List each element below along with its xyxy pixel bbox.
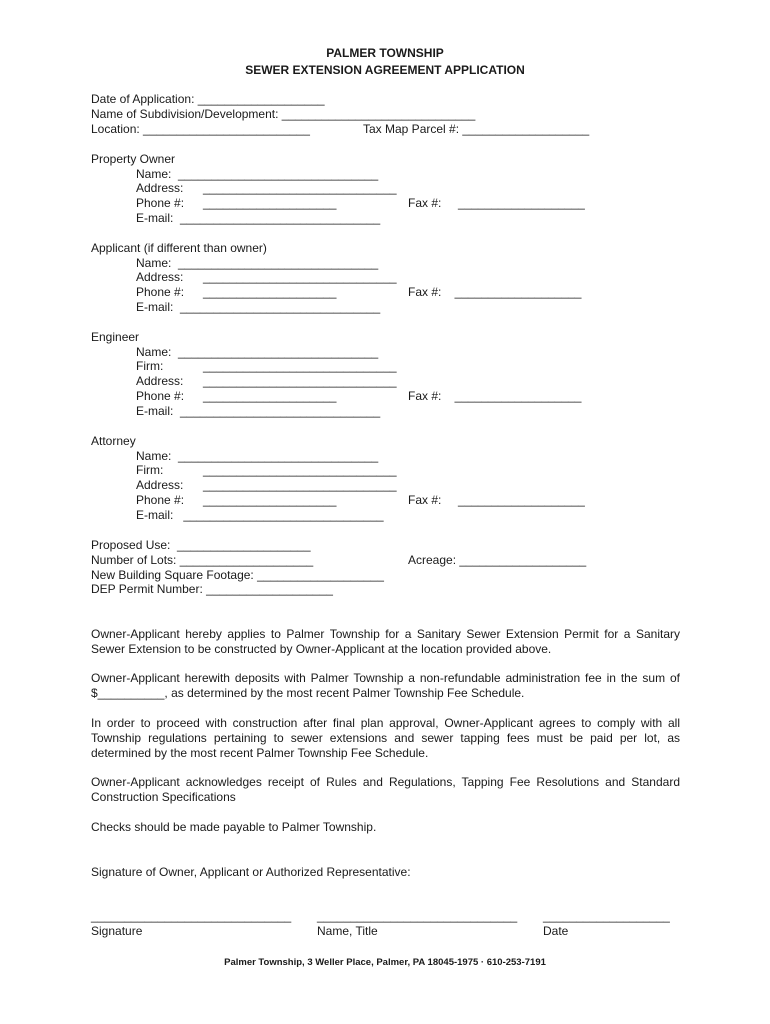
attorney-name-field[interactable]: Name: ______________________________: [136, 449, 379, 463]
engineer-phone-label: Phone #:: [136, 389, 185, 403]
fee-deposit-statement: Owner-Applicant herewith deposits with Palmer Township a non-refundable administration fee in the sum of $__________, as determined by the most recent Palmer Township Fee Schedule.: [91, 671, 680, 700]
attorney-fax-field[interactable]: Fax #: ___________________: [408, 493, 585, 507]
owner-address-label: Address:: [136, 181, 184, 195]
signature-line[interactable]: ______________________________: [91, 909, 292, 923]
number-of-lots-field[interactable]: Number of Lots: ____________________: [91, 553, 314, 567]
proposed-use-field[interactable]: Proposed Use: ____________________: [91, 538, 311, 552]
tax-map-parcel-field[interactable]: Tax Map Parcel #: ___________________: [363, 122, 590, 136]
footer-address: Palmer Township, 3 Weller Place, Palmer, PA 18045-1975 · 610-253-7191: [224, 957, 546, 968]
engineer-firm-label: Firm:: [136, 359, 164, 373]
applicant-address-field[interactable]: _____________________________: [203, 270, 397, 284]
attorney-address-label: Address:: [136, 478, 184, 492]
attorney-phone-label: Phone #:: [136, 493, 185, 507]
signature-instruction: Signature of Owner, Applicant or Authorized Representative:: [91, 865, 411, 879]
building-square-footage-field[interactable]: New Building Square Footage: ___________________: [91, 568, 384, 582]
date-of-application-field[interactable]: Date of Application: ___________________: [91, 92, 325, 106]
engineer-firm-field[interactable]: _____________________________: [203, 359, 397, 373]
owner-fax-field[interactable]: Fax #: ___________________: [408, 196, 585, 210]
attorney-heading: Attorney: [91, 434, 136, 448]
attorney-phone-field[interactable]: ____________________: [203, 493, 337, 507]
applicant-name-field[interactable]: Name: ______________________________: [136, 256, 379, 270]
engineer-address-field[interactable]: _____________________________: [203, 374, 397, 388]
applicant-fax-field[interactable]: Fax #: ___________________: [408, 285, 582, 299]
applicant-phone-label: Phone #:: [136, 285, 185, 299]
attorney-firm-field[interactable]: _____________________________: [203, 463, 397, 477]
engineer-heading: Engineer: [91, 330, 140, 344]
engineer-fax-field[interactable]: Fax #: ___________________: [408, 389, 582, 403]
applicant-phone-field[interactable]: ____________________: [203, 285, 337, 299]
engineer-email-field[interactable]: E-mail: ______________________________: [136, 404, 381, 418]
owner-address-field[interactable]: _____________________________: [203, 181, 397, 195]
date-line[interactable]: ___________________: [543, 909, 670, 923]
acknowledgement-statement: Owner-Applicant acknowledges receipt of Rules and Regulations, Tapping Fee Resolutions and Standard Construction Specifications: [91, 775, 680, 804]
engineer-address-label: Address:: [136, 374, 184, 388]
owner-email-field[interactable]: E-mail: ______________________________: [136, 211, 381, 225]
applicant-email-field[interactable]: E-mail: ______________________________: [136, 300, 381, 314]
date-label: Date: [543, 924, 569, 938]
owner-name-field[interactable]: Name: ______________________________: [136, 167, 379, 181]
attorney-email-field[interactable]: E-mail: ______________________________: [136, 508, 384, 522]
title-line-1: PALMER TOWNSHIP: [326, 46, 444, 60]
engineer-name-field[interactable]: Name: ______________________________: [136, 345, 379, 359]
applicant-address-label: Address:: [136, 270, 184, 284]
name-title-label: Name, Title: [317, 924, 378, 938]
subdivision-name-field[interactable]: Name of Subdivision/Development: _____________________________: [91, 107, 476, 121]
attorney-firm-label: Firm:: [136, 463, 164, 477]
application-statement: Owner-Applicant hereby applies to Palmer Township for a Sanitary Sewer Extension Permit for a Sanitary Sewer Extension to be constructed by Owner-Applicant at the location provided above.: [91, 627, 680, 656]
applicant-heading: Applicant (if different than owner): [91, 241, 267, 255]
attorney-address-field[interactable]: _____________________________: [203, 478, 397, 492]
payment-note: Checks should be made payable to Palmer Township.: [91, 820, 377, 834]
compliance-statement: In order to proceed with construction after final plan approval, Owner-Applicant agrees to comply with all Township regulations pertaining to sewer extensions and sewer tapping fees must be paid per lot, as determined by the most recent Palmer Township Fee Schedule.: [91, 716, 680, 760]
owner-phone-label: Phone #:: [136, 196, 185, 210]
engineer-phone-field[interactable]: ____________________: [203, 389, 337, 403]
dep-permit-number-field[interactable]: DEP Permit Number: ___________________: [91, 582, 333, 596]
location-field[interactable]: Location: _________________________: [91, 122, 310, 136]
acreage-field[interactable]: Acreage: ___________________: [408, 553, 587, 567]
signature-label: Signature: [91, 924, 143, 938]
property-owner-heading: Property Owner: [91, 152, 176, 166]
title-line-2: SEWER EXTENSION AGREEMENT APPLICATION: [245, 63, 525, 77]
name-title-line[interactable]: ______________________________: [317, 909, 518, 923]
owner-phone-field[interactable]: ____________________: [203, 196, 337, 210]
